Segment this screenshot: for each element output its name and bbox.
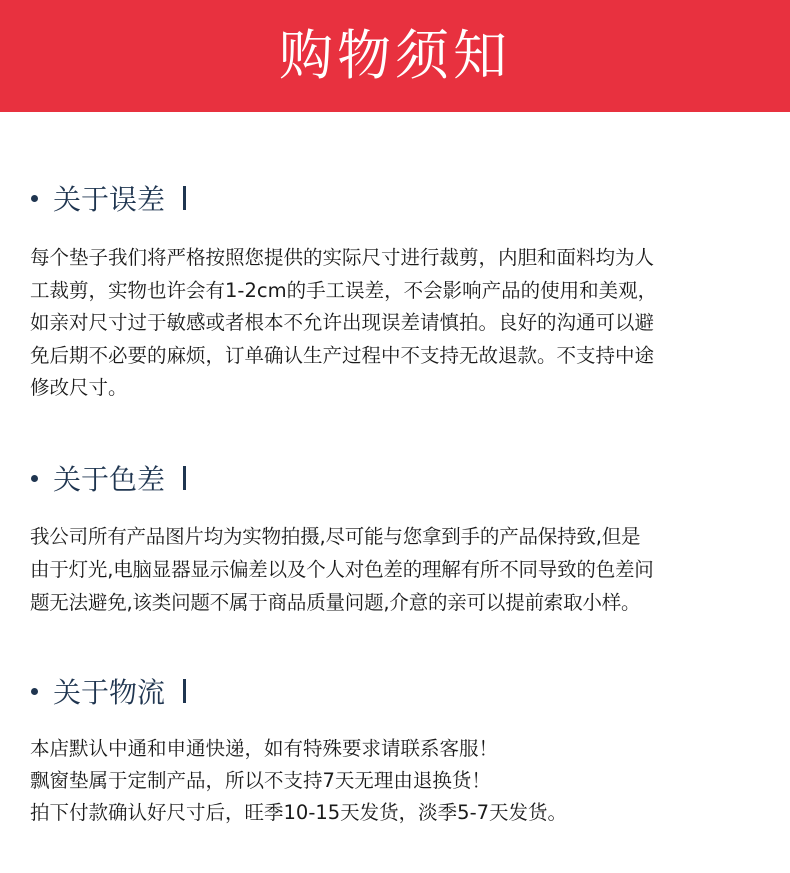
title-banner — [0, 0, 790, 112]
section-heading-text: 关于物流 — [53, 676, 166, 709]
section-shipping — [0, 673, 790, 829]
paragraph-line: 如亲对尺寸过于敏感或者根本不允许出现误差请慎拍。良好的沟通可以避 — [30, 311, 655, 334]
section-paragraph — [0, 520, 760, 619]
paragraph-line: 题无法避免,该类问题不属于商品质量问题,介意的亲可以提前索取小样。 — [30, 591, 641, 614]
section-error — [0, 180, 790, 405]
section-color-difference — [0, 460, 790, 619]
heading-bar-icon — [183, 186, 186, 210]
section-heading — [0, 460, 790, 496]
paragraph-line: 工裁剪，实物也许会有1-2cm的手工误差，不会影响产品的使用和美观， — [30, 278, 658, 302]
paragraph-line: 本店默认中通和申通快递，如有特殊要求请联系客服！ — [30, 737, 499, 760]
paragraph-line: 每个垫子我们将严格按照您提供的实际尺寸进行裁剪，内胆和面料均为人 — [30, 246, 655, 269]
section-heading — [0, 673, 790, 709]
page-title: 购物须知 — [279, 24, 511, 87]
paragraph-line: 免后期不必要的麻烦，订单确认生产过程中不支持无故退款。不支持中途 — [30, 343, 655, 367]
section-heading — [0, 180, 790, 216]
heading-bar-icon — [183, 679, 186, 703]
paragraph-line: 我公司所有产品图片均为实物拍摄,尽可能与您拿到手的产品保持致,但是 — [30, 525, 641, 548]
heading-bar-icon — [183, 466, 186, 490]
section-paragraph — [0, 242, 760, 405]
paragraph-line: 由于灯光,电脑显器显示偏差以及个人对色差的理解有所不同导致的色差问 — [30, 558, 654, 581]
paragraph-line: 修改尺寸。 — [30, 376, 128, 399]
section-heading-text: 关于误差 — [53, 183, 166, 216]
section-heading-text: 关于色差 — [53, 463, 166, 496]
bullet-dot-icon — [31, 475, 38, 482]
paragraph-line: 拍下付款确认好尺寸后，旺季10-15天发货，淡季5-7天发货。 — [30, 801, 568, 824]
section-paragraph — [0, 733, 760, 829]
bullet-dot-icon — [31, 195, 38, 202]
bullet-dot-icon — [31, 688, 38, 695]
paragraph-line: 飘窗垫属于定制产品，所以不支持7天无理由退换货！ — [30, 769, 491, 792]
